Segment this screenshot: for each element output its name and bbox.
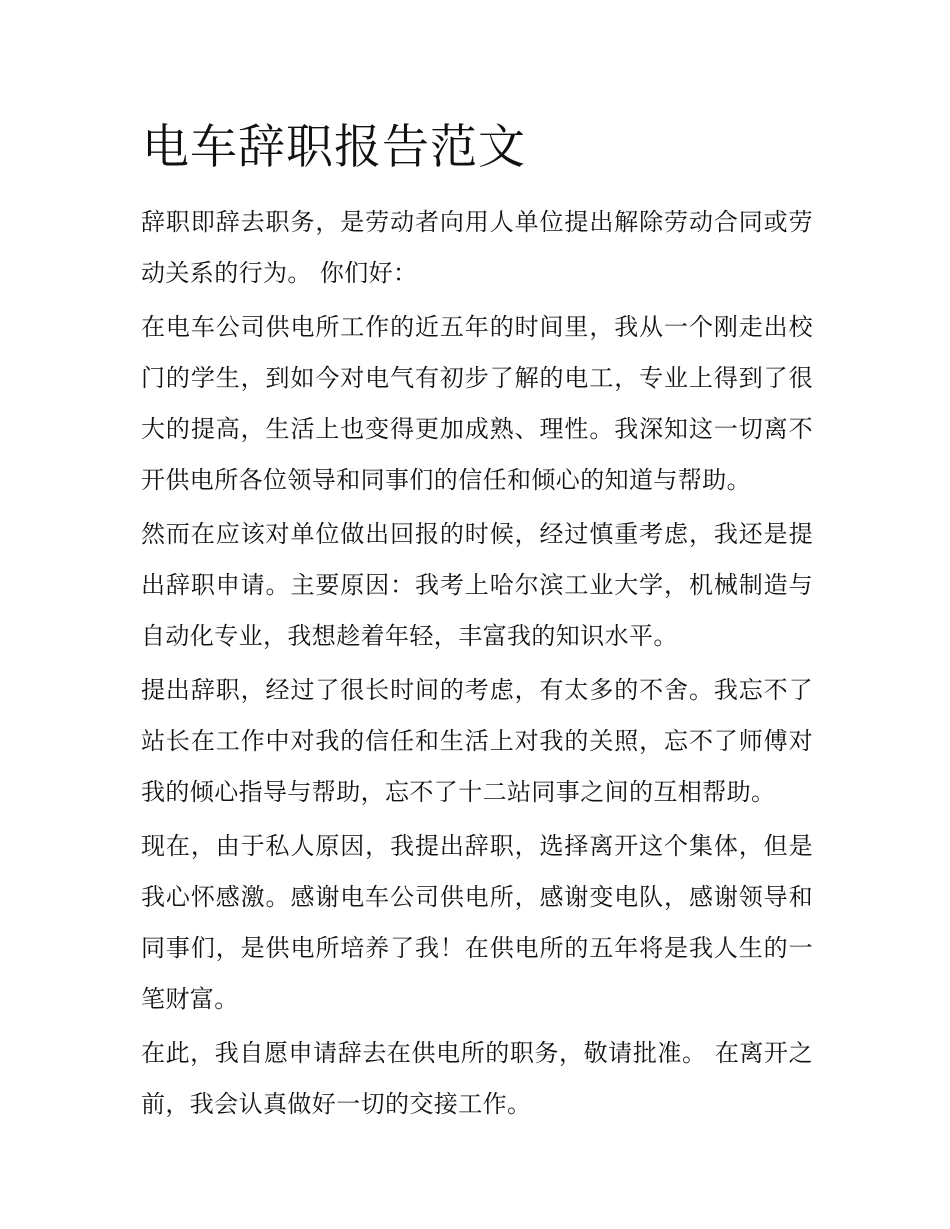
- paragraph-work-experience: 在电车公司供电所工作的近五年的时间里，我从一个刚走出校门的学生，到如今对电气有初步了解的电工，专业上得到了很大的提高，生活上也变得更加成熟、理性。我深知这一切离不开供电所各位领导和同事们的信任和倾心的知道与帮助。: [141, 313, 813, 494]
- paragraph-thanks: 现在，由于私人原因，我提出辞职，选择离开这个集体，但是我心怀感激。感谢电车公司供电所，感谢变电队，感谢领导和同事们，是供电所培养了我！在供电所的五年将是我人生的一笔财富。: [141, 832, 813, 1013]
- paragraph-gratitude-colleagues: 提出辞职，经过了很长时间的考虑，有太多的不舍。我忘不了站长在工作中对我的信任和生活上对我的关照，忘不了师傅对我的倾心指导与帮助，忘不了十二站同事之间的互相帮助。: [141, 676, 813, 806]
- document-body: [141, 197, 813, 1133]
- document-title: 电车辞职报告范文: [142, 120, 526, 175]
- paragraph-intro: 辞职即辞去职务，是劳动者向用人单位提出解除劳动合同或劳动关系的行为。 你们好：: [141, 208, 813, 287]
- paragraph-resignation-reason: 然而在应该对单位做出回报的时候，经过慎重考虑，我还是提出辞职申请。主要原因：我考上哈尔滨工业大学，机械制造与自动化专业，我想趁着年轻，丰富我的知识水平。: [141, 520, 813, 650]
- paragraph-closing: 在此，我自愿申请辞去在供电所的职务，敬请批准。 在离开之前，我会认真做好一切的交接工作。: [141, 1039, 813, 1118]
